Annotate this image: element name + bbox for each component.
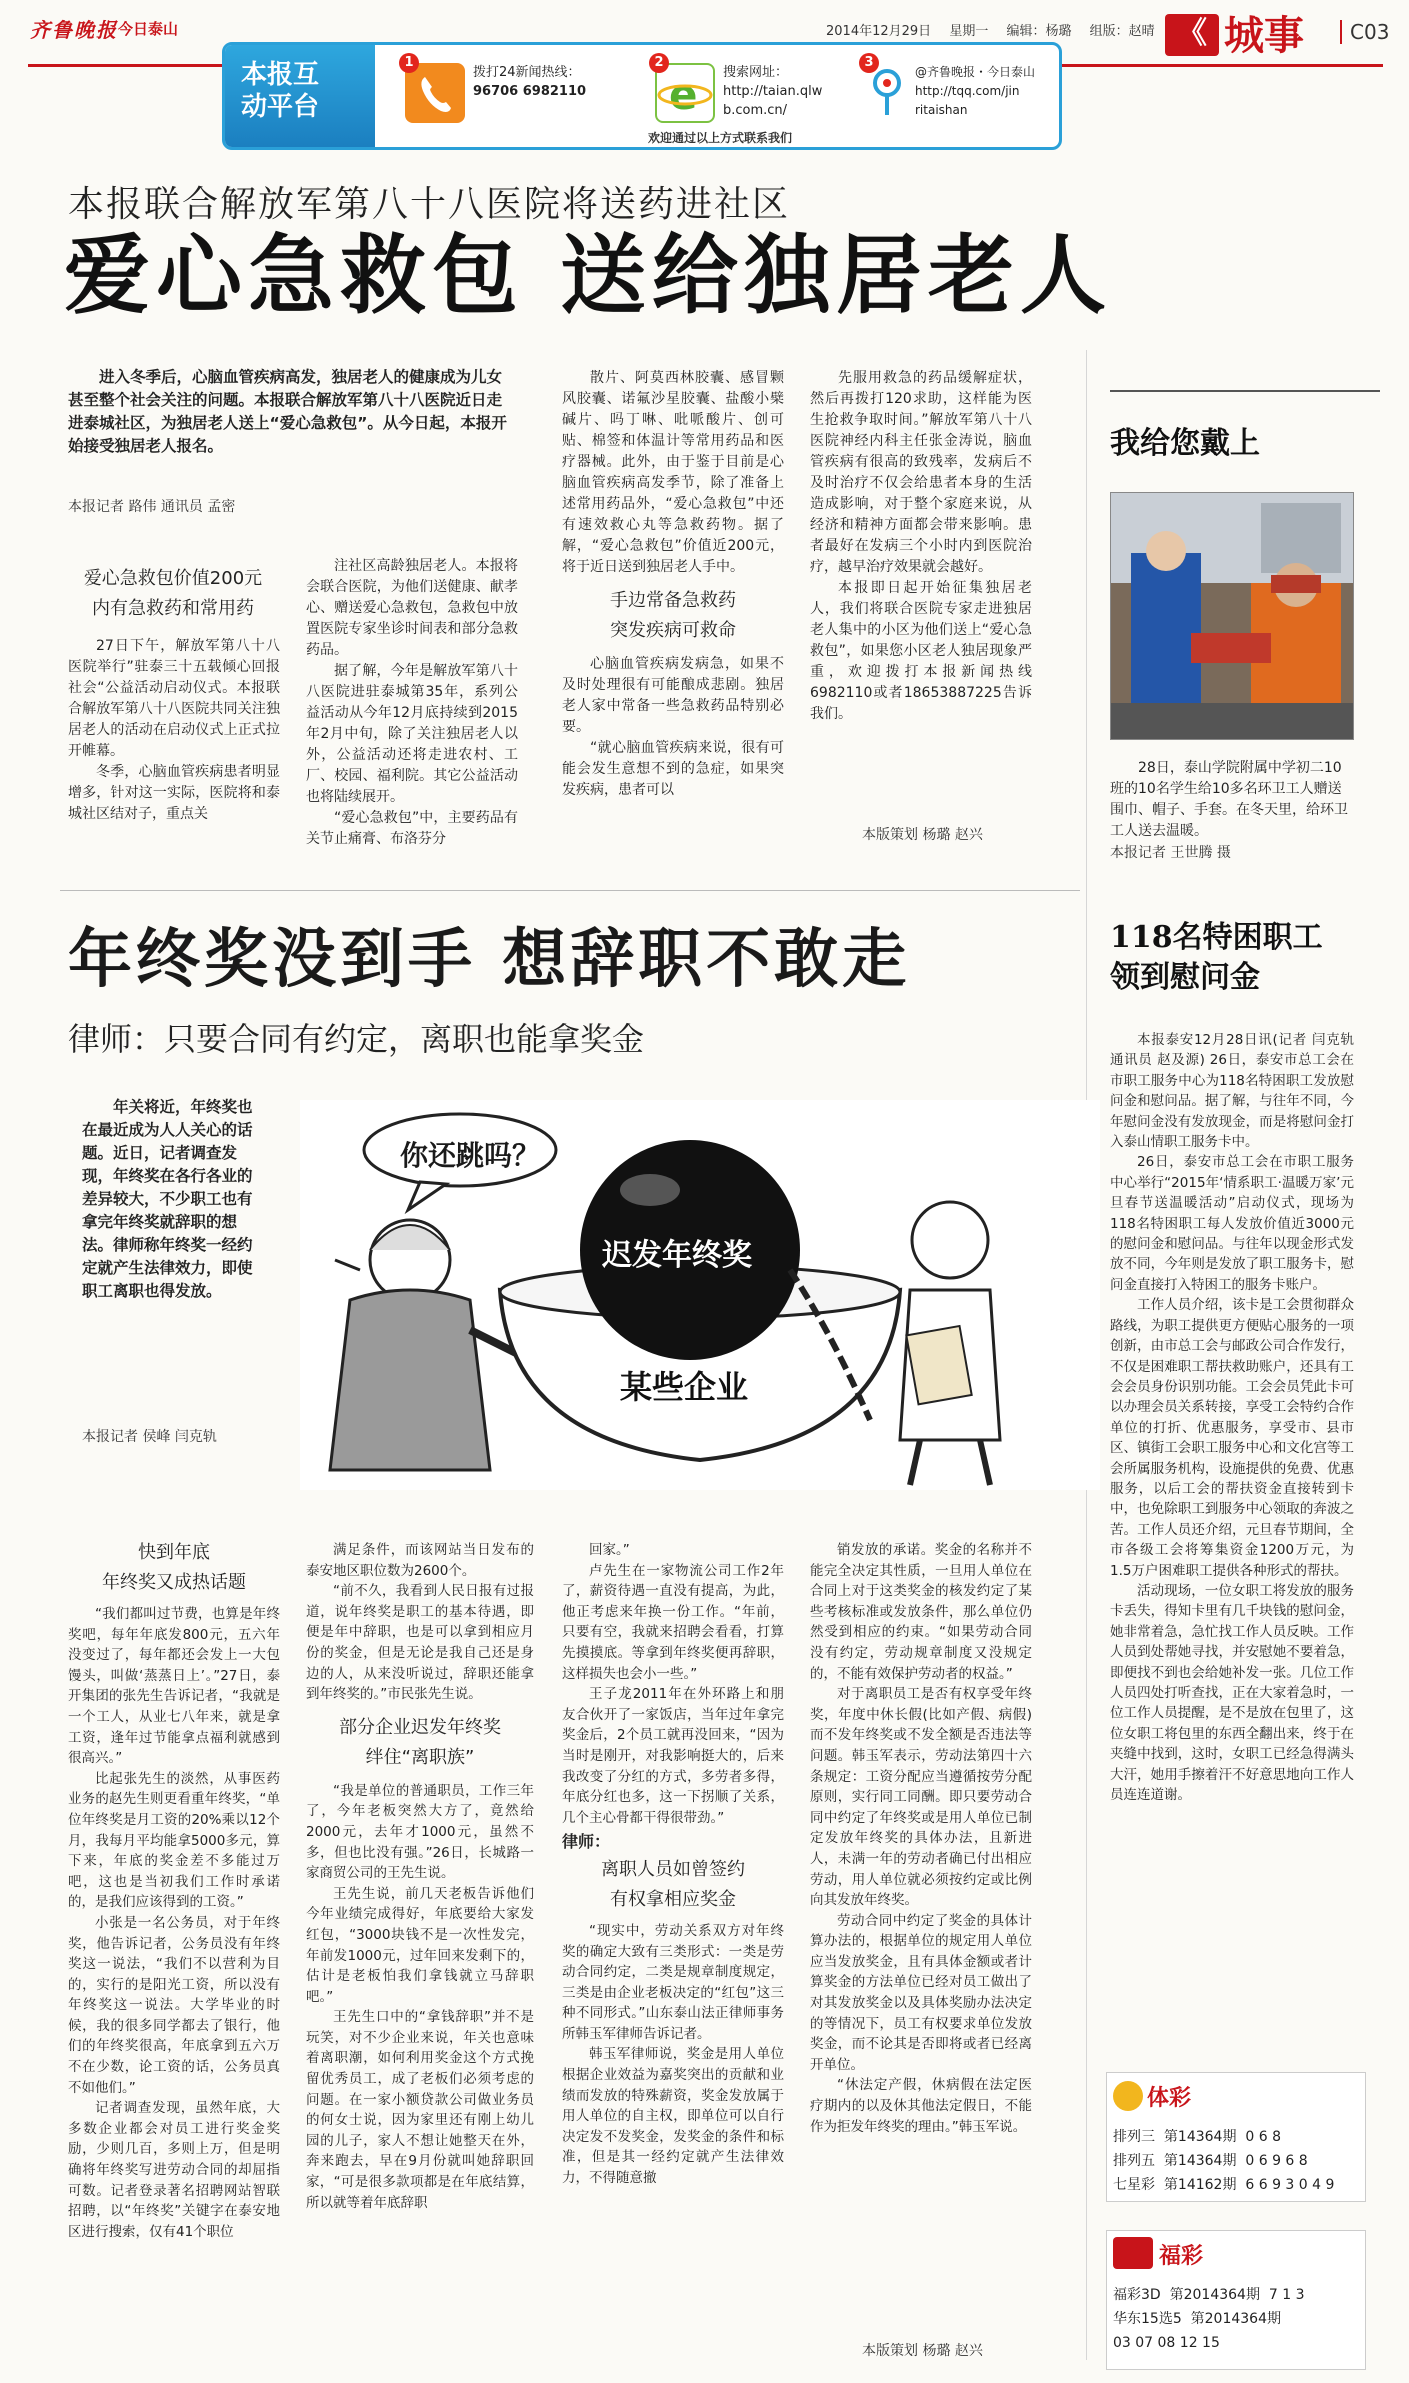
- paragraph: 27日下午，解放军第八十八医院举行”驻泰三十五载倾心回报社会“公益活动启动仪式。本报联合解放军第八十八医院共同关注独居老人的活动在启动仪式上正式拉开帷幕。: [68, 638, 280, 759]
- story2-subhead3-label: 律师：: [562, 1832, 611, 1852]
- cartoon-illustration: [300, 1100, 1100, 1490]
- story2-subhead2-line2: 绊住“离职族”: [365, 1746, 475, 1768]
- paragraph: “我是单位的普通职员，工作三年了，今年老板突然大方了，竟然给2000元，去年才1000元，虽然不多，但也比没有强。”26日，长城路一家商贸公司的王先生说。: [306, 1782, 534, 1882]
- story1-subhead2: [562, 586, 784, 646]
- story1-subhead2-line1: 手边常备急救药: [610, 590, 736, 611]
- sports-lottery-logo: 体彩: [1147, 2086, 1192, 2111]
- lottery-row: 03 07 08 12 15: [1113, 2335, 1220, 2351]
- issue-meta: [826, 20, 1169, 39]
- story1-lead: 进入冬季后，心脑血管疾病高发，独居老人的健康成为儿女甚至整个社会关注的问题。本报联合解放军第八十八医院近日走进泰城社区，为独居老人送上“爱心急救包”。从今日起，本报开始接受独居老人报名。: [68, 368, 507, 455]
- section-title: 城事: [1224, 12, 1304, 59]
- story2-signature: 本版策划 杨璐 赵兴: [862, 2343, 983, 2359]
- paragraph: 王子龙2011年在外环路上和朋友合伙开了一家饭店，当年过年拿完奖金后，2个员工就再没回来，“因为当时是刚开，对我影响挺大的，后来我改变了分红的方式，多劳者多得，年底分红也多，这一下拐顺了关系，几个主心骨都干得很带劲。”: [562, 1686, 784, 1826]
- issue-date: 2014年12月29日: [826, 24, 932, 39]
- welfare-lottery-logo: 福彩: [1159, 2244, 1204, 2269]
- paragraph: 卢先生在一家物流公司工作2年了，薪资待遇一直没有提高，为此，他正考虑来年换一份工作。“年前，只要有空，我就来招聘会看看，打算先摸摸底。等拿到年终奖便再辞职，这样损失也会小一些。”: [562, 1562, 784, 1682]
- banner-number-badge: 2: [649, 53, 669, 73]
- paragraph: “我们都叫过节费，也算是年终奖吧，每年年底发800元，五六年没变过了，每年都还会发上一大包馒头，叫做‘蒸蒸日上’。”27日，泰开集团的张先生告诉记者，“我就是一个工人，从业七八年来，就是拿工资，逢年过节能拿点福利就感到很高兴。”: [68, 1606, 280, 1767]
- story2-subtitle: 律师：只要合同有约定，离职也能拿奖金: [68, 1020, 645, 1058]
- story2-col1: [68, 1604, 280, 2242]
- photo-story-rule: [1110, 390, 1380, 392]
- paragraph: 工作人员介绍，该卡是工会贯彻群众路线，为职工提供更方便贴心服务的一项创新，由市总工会与邮政公司合作发行，不仅是困难职工帮扶救助账户，还具有工会会员身份识别功能。工会会员凭此卡可以办理会员关系转接，享受工会特约合作单位的打折、优惠服务，享受市、县市区、镇街工会职工服务中心和文化宫等工会所属服务机构，设施提供的免费、优惠服务，以后工会的帮扶资金直接转到卡中，也免除职工到服务中心领取的奔波之苦。工作人员还介绍，元旦春节期间，全市各级工会将筹集资金1200万元，为1.5万户困难职工提供各种形式的帮扶。: [1110, 1297, 1354, 1579]
- paragraph: 对于离职员工是否有权享受年终奖，年度中休长假(比如产假、病假)而不发年终奖或不发全额是否违法等问题。韩玉军表示，劳动法第四十六条规定：工资分配应当遵循按劳分配原则，实行同工同酬。即只要劳动合同中约定了年终奖或是用人单位已制定发放年终奖的具体办法，且新进人，未满一年的劳动者确已付出相应劳动，用人单位就必须按约定或比例向其发放年终奖。: [810, 1686, 1032, 1909]
- banner-number-badge: 3: [859, 53, 879, 73]
- weibo-url-line2[interactable]: ritaishan: [915, 103, 968, 117]
- paragraph: 据了解，今年是解放军第八十八医院进驻泰城第35年，系列公益活动从今年12月底持续到2015年2月中旬，除了关注独居老人以外，公益活动还将走进农村、工厂、校园、福利院。其它公益活动也将陆续展开。: [306, 663, 518, 805]
- paragraph: “爱心急救包”中，主要药品有关节止痛膏、布洛芬分: [306, 810, 518, 847]
- website-url-line1[interactable]: http://taian.qlw: [723, 84, 823, 99]
- paragraph: 王先生口中的“拿钱辞职”并不是玩笑，对不少企业来说，年关也意味着离职潮，如何利用奖金这个方式挽留优秀员工，成了老板们必须考虑的问题。在一家小额贷款公司做业务员的何女士说，因为家里还有刚上幼儿园的儿子，家人不想让她整天在外，奔来跑去，早在9月份就叫她辞职回家，“可是很多款项都是在年底结算，所以就等着年底辞职: [306, 2009, 534, 2211]
- story3-headline-line2: 领到慰问金: [1110, 960, 1260, 995]
- banner-title-line2: 动平台: [241, 92, 320, 122]
- paragraph: 心脑血管疾病发病急，如果不及时处理很有可能酿成悲剧。独居老人家中常备一些急救药品特别必要。: [562, 656, 784, 735]
- paragraph: 回家。”: [589, 1542, 630, 1558]
- paragraph: 冬季，心脑血管疾病患者明显增多，针对这一实际，医院将和泰城社区结对子，重点关: [68, 764, 280, 822]
- newspaper-logo: 齐鲁晚报: [30, 18, 118, 42]
- story2-subhead3-line1: 离职人员如曾签约: [601, 1858, 745, 1880]
- paragraph: 散片、阿莫西林胶囊、感冒颗风胶囊、诺氟沙星胶囊、盐酸小檗碱片、吗丁啉、吡哌酸片、创可贴、棉签和体温计等常用药品和医疗器械。此外，由于鉴于目前是心脑血管疾病高发季节，除了准备上述常用药品外，“爱心急救包”中还有速效救心丸等急救药物。据了解，“爱心急救包”价值近200元，将于近日送到独居老人手中。: [562, 370, 784, 575]
- paragraph: 满足条件，而该网站当日发布的泰安地区职位数为2600个。: [306, 1542, 534, 1579]
- lottery-row: 排列三 第14364期 0 6 8: [1113, 2129, 1281, 2145]
- paragraph: 销发放的承诺。奖金的名称并不能完全决定其性质，一旦用人单位在合同上对于这类奖金的核发约定了某些考核标准或发放条件，那么单位仍然受到相应的约束。“如果劳动合同没有约定，劳动规章制度又没规定的，不能有效保护劳动者的权益。”: [810, 1542, 1032, 1682]
- browser-e-icon: [655, 63, 715, 123]
- lottery-row: 华东15选5 第2014364期: [1113, 2311, 1281, 2327]
- banner-title-line1: 本报互: [241, 60, 320, 90]
- photo-credit: 本报记者 王世腾 摄: [1110, 845, 1231, 861]
- story1-subhead2-line2: 突发疾病可救命: [610, 620, 736, 641]
- story2-subhead1: [68, 1538, 280, 1598]
- story1-signature: 本版策划 杨璐 赵兴: [862, 827, 983, 843]
- story2-col3: [562, 1540, 784, 2189]
- paragraph: 26日，泰安市总工会在市职工服务中心举行“2015年‘情系职工·温暖万家’元旦春节送温暖活动”启动仪式，现场为118名特困职工每人发放价值近3000元的慰问金和慰问品。与往年以现金形式发放不同，今年则是发放了职工服务卡，慰问金直接打入特困工的服务卡账户。: [1110, 1154, 1354, 1293]
- story2-subhead3: [562, 1855, 784, 1915]
- cartoon-ball-label: 迟发年终奖: [602, 1238, 752, 1273]
- paragraph: 先服用救急的药品缓解症状，然后再拨打120求助，这样能为医生抢救争取时间。”解放军第八十八医院神经内科主任张金涛说，脑血管疾病有很高的致残率，发病后不及时治疗不仅会给患者本身的生活造成影响，对于整个家庭来说，从经济和精神方面都会带来影响。患者最好在发病三个小时内到医院治疗，越早治疗效果就会越好。: [810, 370, 1032, 575]
- story2-col2: [306, 1540, 534, 2213]
- story3-body: [1110, 1030, 1354, 1805]
- story2-col4: [810, 1540, 1032, 2137]
- paragraph: 注社区高龄独居老人。本报将会联合医院，为他们送健康、献孝心、赠送爱心急救包，急救包中放置医院专家坐诊时间表和部分急救药品。: [306, 558, 518, 658]
- paragraph: “现实中，劳动关系双方对年终奖的确定大致有三类形式：一类是劳动合同约定，二类是规章制度规定，三类是由企业老板决定的“红包”这三种不同形式。”山东泰山法正律师事务所韩玉军律师告诉记者。: [562, 1922, 784, 2042]
- welfare-lottery-icon: [1113, 2237, 1153, 2269]
- story2-subhead2-line1: 部分企业迟发年终奖: [339, 1716, 501, 1738]
- paragraph: “休法定产假，休病假在法定医疗期内的以及休其他法定假日，不能作为拒发年终奖的理由。”韩玉军说。: [810, 2077, 1032, 2135]
- sports-lottery-results: [1113, 2125, 1334, 2197]
- issue-designer: 组版：赵晴: [1089, 24, 1155, 39]
- story1-kicker: 本报联合解放军第八十八医院将送药进社区: [68, 184, 791, 225]
- weibo-text: [915, 63, 1035, 120]
- story1-subhead1-line1: 爱心急救包价值200元: [83, 568, 263, 589]
- story2-byline: 本报记者 侯峰 闫克轨: [82, 1429, 217, 1445]
- weibo-url-line1[interactable]: http://tqq.com/jin: [915, 84, 1020, 98]
- issue-editor: 编辑：杨璐: [1006, 24, 1072, 39]
- paragraph: 小张是一名公务员，对于年终奖，他告诉记者，公务员没有年终奖这一说法，“我们不以营利为目的，实行的是阳光工资，所以没有年终奖这一说法。大学毕业的时候，我的很多同学都去了银行，他们的年终奖很高，年底拿到五六万不在少数，论工资的话，公务员真不如他们。”: [68, 1914, 280, 2096]
- hotline-numbers: 96706 6982110: [473, 84, 587, 99]
- story1-col4: [810, 368, 1032, 725]
- sports-lottery-icon: [1113, 2081, 1143, 2111]
- banner-item-website: [655, 53, 845, 133]
- weibo-handle: @齐鲁晚报・今日泰山: [915, 65, 1036, 79]
- edition-name: 今日泰山: [118, 20, 179, 38]
- story1-col1: [68, 636, 280, 825]
- paragraph: 劳动合同中约定了奖金的具体计算办法的，根据单位的规定用人单位应当发放奖金，且有具体金额或者计算奖金的方法单位已经对员工做出了对其发放奖金以及具体奖励办法决定的等情况下，员工有权要求单位发放奖金，而不论其是否即将或者已经离开单位。: [810, 1912, 1032, 2073]
- website-url-line2[interactable]: b.com.cn/: [723, 103, 788, 118]
- paragraph: 比起张先生的淡然，从事医药业务的赵先生则更看重年终奖，“单位年终奖是月工资的20%乘以12个月，我每月平均能拿5000多元，算下来，年底的奖金差不多能过万吧，这也是当初我们工作时承诺的，是我们应该得到的工资。”: [68, 1770, 280, 1911]
- story1-subhead1-line2: 内有急救药和常用药: [92, 598, 254, 619]
- hotline-label: 拨打24新闻热线：: [473, 65, 581, 80]
- section-badge-icon: 《: [1165, 14, 1219, 56]
- page-number: C03: [1340, 20, 1389, 44]
- story2-headline: 年终奖没到手 想辞职不敢走: [68, 922, 911, 997]
- paragraph: 本报泰安12月28日讯(记者 闫克轨 通讯员 赵及源) 26日，泰安市总工会在市职工服务中心为118名特困职工发放慰问金和慰问品。据了解，与往年不同，今年慰问金没有发放现金，而是将慰问金打入泰山情职工服务卡中。: [1110, 1032, 1354, 1151]
- story1-subhead1: [68, 564, 278, 624]
- banner-footer: 欢迎通过以上方式联系我们: [647, 131, 792, 145]
- story3-headline: [1110, 918, 1323, 998]
- photo-caption: 28日，泰山学院附属中学初二10班的10名学生给10多名环卫工人赠送围巾、帽子、手套。在冬天里，给环卫工人送去温暖。: [1110, 760, 1348, 839]
- banner-number-badge: 1: [399, 53, 419, 73]
- story2-subhead1-line2: 年终奖又成热话题: [102, 1572, 246, 1593]
- paragraph: 本报即日起开始征集独居老人，我们将联合医院专家走进独居老人集中的小区为他们送上“爱心急救包”，如果您小区老人独居现象严重，欢迎拨打本报新闻热线6982110或者18653887225告诉我们。: [810, 580, 1032, 722]
- paragraph: 韩玉军律师说，奖金是用人单位根据企业效益为嘉奖突出的贡献和业绩而发放的特殊薪资，奖金发放属于用人单位的自主权，即单位可以自行决定发不发奖金，发奖金的条件和标准，但是其一经约定就产生法律效力，不得随意撤: [562, 2046, 784, 2187]
- story1-byline: 本报记者 路伟 通讯员 孟密: [68, 499, 236, 515]
- paragraph: “前不久，我看到人民日报有过报道，说年终奖是职工的基本待遇，即便是年中辞职，也是可以拿到相应月份的奖金，但是无论是我自己还是身边的人，从来没听说过，辞职还能拿到年终奖的。”市民张先生说。: [306, 1583, 534, 1703]
- story2-subhead3-line2: 有权拿相应奖金: [610, 1888, 736, 1910]
- photo-students-with-sanitation-workers: [1110, 492, 1354, 740]
- cartoon-bubble-text: 你还跳吗？: [400, 1139, 541, 1172]
- paragraph: 王先生说，前几天老板告诉他们今年业绩完成得好，年底要给大家发红包，“3000块钱不是一次性发完，年前发1000元，过年回来发剩下的，估计是老板怕我们拿钱就立马辞职吧。”: [306, 1885, 534, 2005]
- welfare-lottery-box: [1106, 2230, 1366, 2370]
- cartoon-bowl-label: 某些企业: [620, 1368, 749, 1406]
- story2-lead: 年关将近，年终奖也在最近成为人人关心的话题。近日，记者调查发现，年终奖在各行各业的差异较大，不少职工也有拿完年终奖就辞职的想法。律师称年终奖一经约定就产生法律效力，即使职工离职也得发放。: [82, 1098, 253, 1300]
- lottery-row: 七星彩 第14162期 6 6 9 3 0 4 9: [1113, 2177, 1335, 2193]
- hotline-text: [473, 63, 586, 101]
- banner-item-weibo: [865, 53, 1055, 133]
- paragraph: 活动现场，一位女职工将发放的服务卡丢失，得知卡里有几千块钱的慰问金，她非常着急，急忙找工作人员反映。工作人员到处帮她寻找，并安慰她不要着急，即便找不到也会给她补发一张。几位工作人员四处打听查找，正在大家着急时，一位工作人员提醒，是不是放在包里了，这位女职工将包里的东西全翻出来，终于在夹缝中找到，这时，女职工已经急得满头大汗，她用手擦着汗不好意思地向工作人员连连道谢。: [1110, 1582, 1354, 1804]
- story1-col2: [306, 556, 518, 850]
- sports-lottery-box: [1106, 2072, 1366, 2202]
- svg-text:e: e: [669, 70, 698, 119]
- banner-title: [225, 45, 375, 147]
- story1-headline: 爱心急救包 送给独居老人: [64, 225, 1112, 326]
- phone-icon: [405, 63, 465, 123]
- interaction-banner: [222, 42, 1062, 150]
- issue-weekday: 星期一: [949, 24, 989, 39]
- paragraph: “就心脑血管疾病来说，很有可能会发生意想不到的急症，如果突发疾病，患者可以: [562, 740, 784, 798]
- photo-story-headline: 我给您戴上: [1110, 426, 1260, 461]
- website-text: [723, 63, 822, 120]
- story1-col3: [562, 368, 784, 801]
- lottery-row: 福彩3D 第2014364期 7 1 3: [1113, 2287, 1305, 2303]
- welfare-lottery-results: [1113, 2283, 1304, 2355]
- lottery-row: 排列五 第14364期 0 6 9 6 8: [1113, 2153, 1308, 2169]
- section-rule: [60, 890, 1080, 891]
- story3-headline-line1: 118名特困职工: [1110, 920, 1323, 955]
- story2-subhead2: [306, 1713, 534, 1773]
- website-label: 搜索网址：: [723, 65, 789, 80]
- banner-item-hotline: [405, 53, 605, 133]
- paragraph: 记者调查发现，虽然年底，大多数企业都会对员工进行奖金奖励，少则几百，多则上万，但是明确将年终奖写进劳动合同的却屈指可数。记者登录著名招聘网站智联招聘，以“年终奖”关键字在泰安地区进行搜索，仅有41个职位: [68, 2100, 280, 2240]
- story2-subhead1-line1: 快到年底: [138, 1542, 210, 1563]
